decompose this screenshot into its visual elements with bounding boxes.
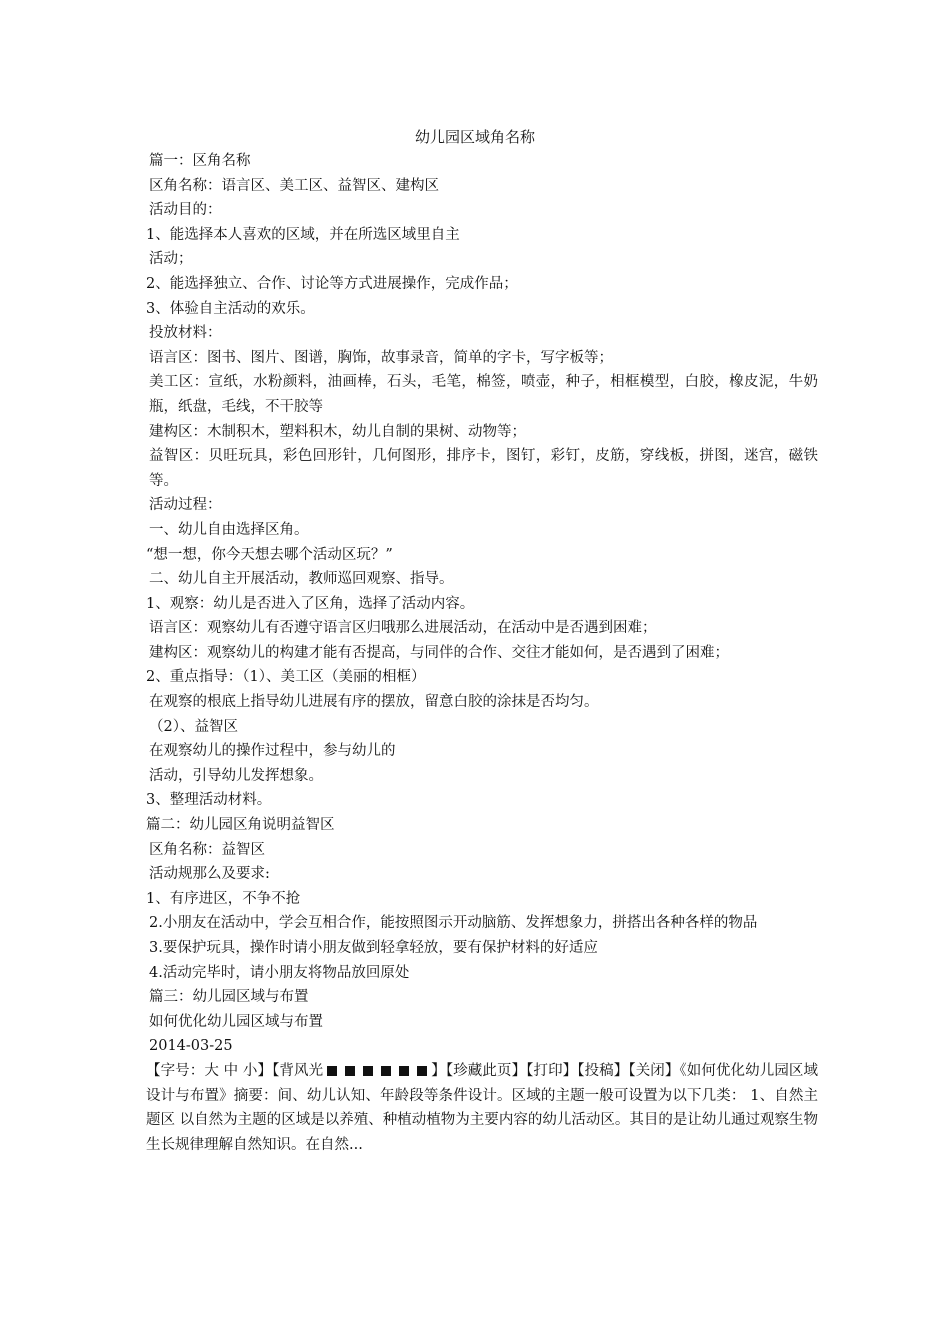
- document-line: 活动，引导幼儿发挥想象。: [149, 767, 323, 784]
- document-line: 语言区：图书、图片、图谱，胸饰，故事录音，简单的字卡，写字板等；: [149, 349, 613, 366]
- document-line: 1、观察：幼儿是否进入了区角，选择了活动内容。: [146, 595, 475, 612]
- document-line: （2）、益智区: [149, 718, 238, 735]
- footer-paragraph: [146, 1059, 818, 1157]
- document-body: [146, 149, 818, 1157]
- document-line: 区角名称：语言区、美工区、益智区、建构区: [149, 177, 439, 194]
- document-line: 如何优化幼儿园区域与布置: [149, 1013, 323, 1030]
- document-line: 语言区：观察幼儿有否遵守语言区归哦那么进展活动，在活动中是否遇到困难；: [149, 620, 657, 637]
- document-line: 投放材料：: [149, 325, 222, 342]
- document-line: 在观察幼儿的操作过程中，参与幼儿的: [149, 743, 396, 760]
- document-title: 幼儿园区域角名称: [414, 128, 535, 146]
- square-icon: [345, 1066, 355, 1076]
- document-line: 2、重点指导：（1）、美工区（美丽的相框）: [146, 669, 426, 686]
- document-line: 3、体验自主活动的欢乐。: [146, 300, 315, 317]
- footer-suffix: 】【珍藏此页】【打印】【投稿】【关闭】《如何优化幼儿园区域设计与布置》摘要：间、幼儿认知、年龄段等条件设计。区域的主题一般可设置为以下几类： 1、自然主题区 以自然为主题的区域是以养殖、种植动植物为主要内容的幼儿活动区。其目的是让幼儿通过观察生物生长规律理解自然知识。在自然...: [146, 1062, 819, 1153]
- square-icon: [417, 1066, 427, 1076]
- document-line: “想一想，你今天想去哪个活动区玩？”: [146, 546, 393, 563]
- document-line: 3.要保护玩具，操作时请小朋友做到轻拿轻放，要有保护材料的好适应: [149, 940, 598, 956]
- document-line: 二、幼儿自主开展活动，教师巡回观察、指导。: [149, 571, 454, 588]
- document-line: 2014-03-25: [149, 1038, 233, 1055]
- document-line: 3、整理活动材料。: [146, 792, 272, 809]
- document-line: 建构区：观察幼儿的构建才能有否提高，与同伴的合作、交往才能如何，是否遇到了困难；: [149, 644, 729, 661]
- document-line: 篇一：区角名称: [149, 153, 251, 169]
- square-icon: [381, 1066, 391, 1076]
- document-line: 活动目的：: [149, 202, 222, 219]
- document-line: 活动；: [149, 251, 193, 268]
- document-line: 篇三：幼儿园区域与布置: [149, 989, 309, 1006]
- document-line: 活动过程：: [149, 497, 222, 514]
- document-line: 建构区：木制积木，塑料积木，幼儿自制的果树、动物等；: [149, 423, 526, 440]
- document-line: 篇二：幼儿园区角说明益智区: [146, 817, 335, 834]
- rating-squares: [323, 1063, 431, 1079]
- document-line: 2、能选择独立、合作、讨论等方式进展操作，完成作品；: [146, 275, 518, 292]
- document-line: 美工区：宣纸，水粉颜料，油画棒，石头，毛笔，棉签，喷壶，种子，相框模型，白胶，橡皮泥，牛奶瓶，纸盘，毛线，不干胶等: [149, 374, 818, 415]
- document-line: 一、幼儿自由选择区角。: [149, 521, 309, 538]
- document-line: 1、有序进区，不争不抢: [146, 890, 301, 907]
- square-icon: [399, 1066, 409, 1076]
- document-line: 益智区：贝旺玩具，彩色回形针，几何图形，排序卡，图钉，彩钉，皮筋，穿线板，拼图，迷宫，磁铁等。: [149, 448, 818, 489]
- square-icon: [327, 1066, 337, 1076]
- document-line: 区角名称：益智区: [149, 841, 265, 858]
- footer-prefix: 【字号：大 中 小】【背风光: [146, 1062, 324, 1079]
- document-line: 4.活动完毕时，请小朋友将物品放回原处: [149, 964, 410, 981]
- square-icon: [363, 1066, 373, 1076]
- document-line: 在观察的根底上指导幼儿进展有序的摆放，留意白胶的涂抹是否均匀。: [149, 694, 599, 711]
- document-line: 活动规那么及要求:: [149, 866, 270, 883]
- document-line: 2.小朋友在活动中，学会互相合作，能按照图示开动脑筋、发挥想象力，拼搭出各种各样的物品: [149, 915, 758, 932]
- document-line: 1、能选择本人喜欢的区域，并在所选区域里自主: [146, 226, 460, 243]
